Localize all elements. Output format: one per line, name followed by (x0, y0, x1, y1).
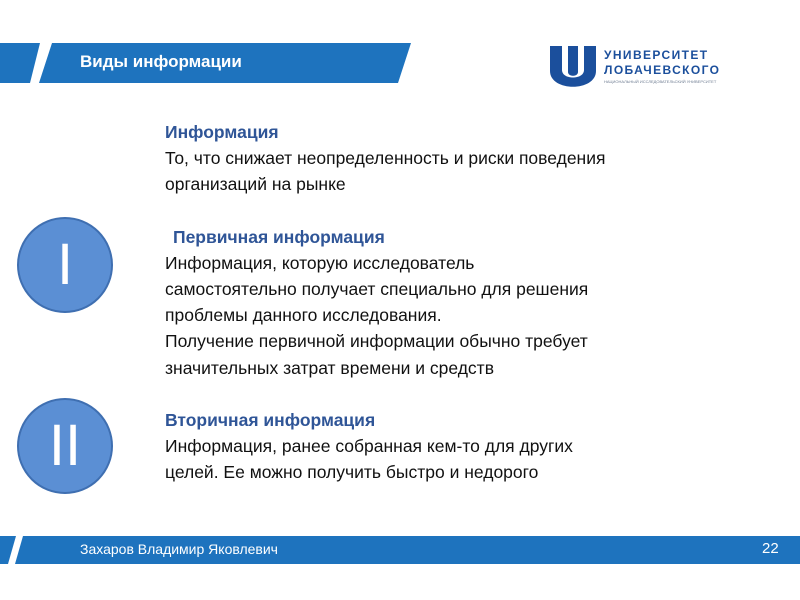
info-text-line: организаций на рынке (165, 174, 346, 195)
secondary-heading: Вторичная информация (165, 409, 376, 430)
primary-heading: Первичная информация (173, 226, 385, 247)
main-content (165, 119, 735, 485)
primary-text-line: значительных затрат времени и средств (165, 357, 494, 378)
info-heading: Информация (165, 122, 279, 142)
university-emblem-icon (548, 44, 598, 92)
logo-text-lobachevsky: ЛОБАЧЕВСКОГО (604, 63, 721, 77)
page-number: 22 (762, 540, 779, 557)
logo-text-university: УНИВЕРСИТЕТ (604, 48, 709, 62)
secondary-text-line: целей. Ее можно получить быстро и недорого (165, 462, 539, 483)
primary-text-line: проблемы данного исследования. (165, 305, 442, 326)
roman-numeral-two-badge: II (17, 398, 113, 494)
roman-numeral-one-badge: I (17, 217, 113, 313)
slide-title: Виды информации (80, 52, 242, 71)
university-logo (548, 44, 728, 94)
primary-text-line: Получение первичной информации обычно требует (165, 331, 588, 352)
primary-text-line: Информация, которую исследователь (165, 252, 475, 273)
footer-author: Захаров Владимир Яковлевич (80, 541, 278, 557)
primary-text-line: самостоятельно получает специально для решения (165, 279, 589, 300)
info-text-line: То, что снижает неопределенность и риски поведения (165, 148, 606, 169)
secondary-text-line: Информация, ранее собранная кем-то для других (165, 436, 573, 457)
logo-tagline: НАЦИОНАЛЬНЫЙ ИССЛЕДОВАТЕЛЬСКИЙ УНИВЕРСИТЕТ (604, 79, 717, 84)
